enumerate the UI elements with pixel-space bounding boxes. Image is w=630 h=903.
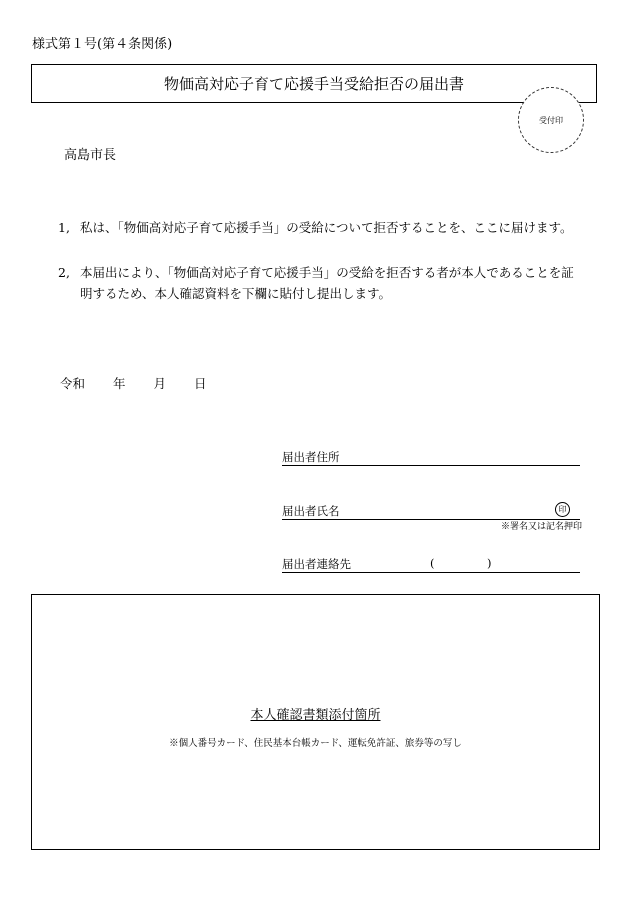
document-title: 物価高対応子育て応援手当受給拒否の届出書 [163,75,464,93]
item-text: 本届出により、「物価高対応子育て応援手当」の受給を拒否する者が本人であることを証明するため、本人確認資料を下欄に貼付し提出します。 [80,265,574,301]
name-label: 届出者氏名 [282,504,340,518]
name-field[interactable] [282,503,580,520]
contact-paren-close: ) [487,556,492,570]
reception-stamp-circle [518,87,584,153]
statement-item-2 [58,262,578,304]
date-day: 日 [194,376,207,391]
reception-stamp-label: 受付印 [539,115,563,125]
contact-field[interactable] [282,556,580,573]
seal-mark-icon: 印 [555,502,570,517]
contact-paren-open: ( [430,556,435,570]
id-attachment-title: 本人確認書類添付箇所 [250,708,381,723]
item-number: 2, [58,265,70,280]
contact-label: 届出者連絡先 [282,557,351,571]
id-attachment-note: ※個人番号カード、住民基本台帳カード、運転免許証、旅券等の写し [169,738,462,749]
date-month: 月 [153,376,167,391]
item-text: 私は、「物価高対応子育て応援手当」の受給について拒否することを、ここに届けます。 [80,220,573,235]
item-number: 1, [58,220,70,235]
date-year: 年 [113,376,126,391]
address-field[interactable] [282,449,580,466]
date-era: 令和 [60,376,86,391]
address-label: 届出者住所 [282,450,340,464]
statement-item-1 [58,217,578,238]
addressee: 高島市長 [64,148,117,163]
form-number: 様式第１号(第４条関係) [32,37,173,52]
signature-note: ※署名又は記名押印 [500,522,582,532]
document-title-box [31,64,597,103]
date-line [60,374,207,392]
